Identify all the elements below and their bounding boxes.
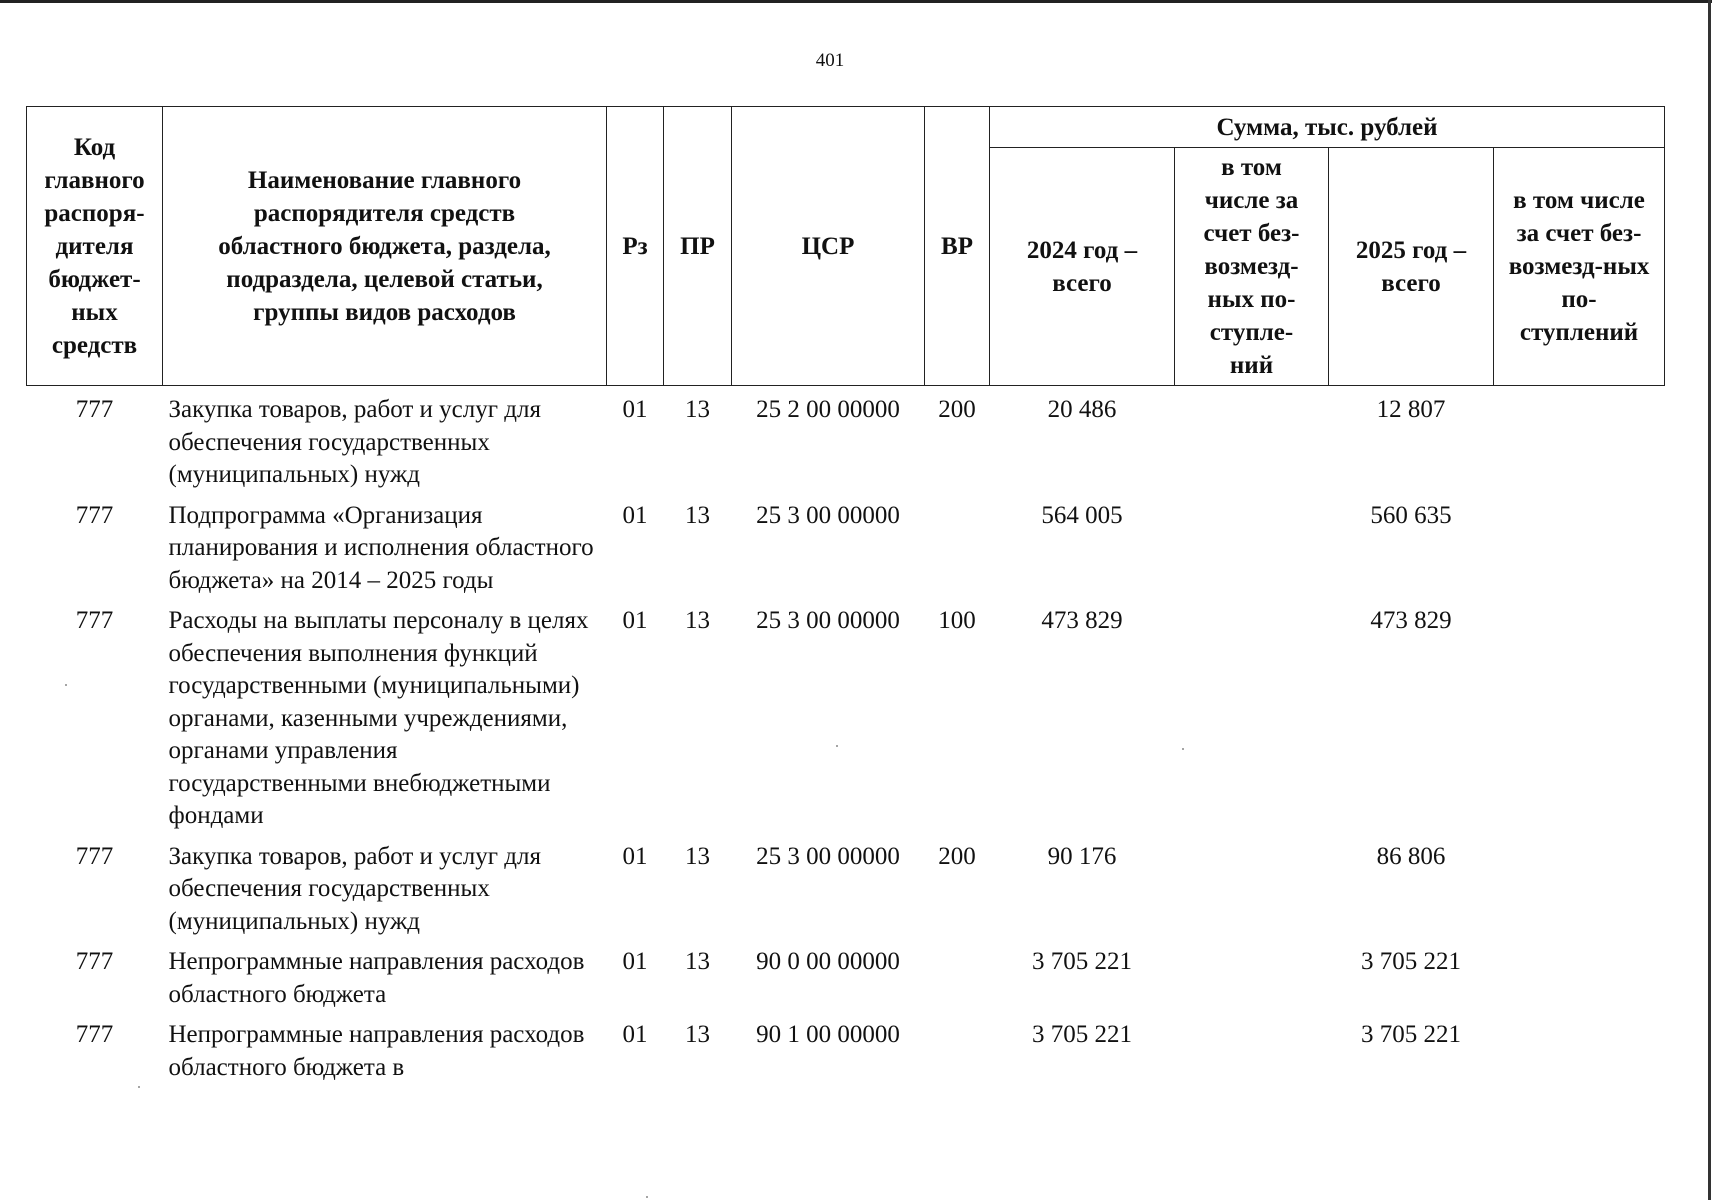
cell-incl-2025 bbox=[1494, 492, 1665, 598]
table-row bbox=[27, 1011, 1665, 1084]
table-row bbox=[27, 833, 1665, 939]
cell-csr: 25 2 00 00000 bbox=[756, 396, 900, 423]
cell-total-2025: 560 635 bbox=[1370, 501, 1452, 529]
cell-total-2024: 564 005 bbox=[1041, 501, 1123, 529]
cell-total-2024: 90 176 bbox=[1047, 842, 1117, 870]
header-name: Наименование главного распорядителя средств областного бюджета, раздела, подраздела, целевой статьи, группы видов расходов bbox=[163, 107, 607, 386]
table-row bbox=[27, 938, 1665, 1011]
cell-incl-2025 bbox=[1494, 833, 1665, 939]
cell-code: 777 bbox=[75, 842, 114, 870]
cell-rz: 01 bbox=[622, 607, 648, 634]
cell-vr: 200 bbox=[938, 396, 976, 423]
cell-rz: 01 bbox=[622, 1021, 648, 1048]
cell-code: 777 bbox=[75, 396, 114, 423]
cell-code: 777 bbox=[75, 501, 114, 529]
cell-rz: 01 bbox=[622, 948, 648, 975]
cell-incl-2025 bbox=[1494, 386, 1665, 492]
header-rz: Рз bbox=[607, 107, 664, 386]
header-incl-2024: в том числе за счет без-возмезд-ных по-ступле-ний bbox=[1175, 148, 1329, 386]
cell-name: Непрограммные направления расходов областного бюджета в bbox=[168, 1021, 585, 1081]
cell-incl-2024 bbox=[1175, 492, 1329, 598]
cell-total-2024: 473 829 bbox=[1041, 607, 1123, 634]
cell-total-2025: 86 806 bbox=[1376, 842, 1446, 870]
scan-speck bbox=[836, 745, 838, 747]
scan-speck bbox=[138, 1086, 140, 1088]
cell-incl-2024 bbox=[1175, 597, 1329, 833]
cell-name: Закупка товаров, работ и услуг для обеспечения государственных (муниципальных) нужд bbox=[168, 842, 541, 935]
cell-code: 777 bbox=[75, 948, 114, 975]
table-row bbox=[27, 492, 1665, 598]
cell-incl-2024 bbox=[1175, 1011, 1329, 1084]
cell-vr: 200 bbox=[938, 842, 976, 870]
table-row bbox=[27, 597, 1665, 833]
cell-vr bbox=[925, 938, 990, 1011]
cell-total-2024: 3 705 221 bbox=[1032, 1021, 1132, 1048]
cell-total-2025: 3 705 221 bbox=[1361, 948, 1461, 975]
page-right-rule bbox=[1708, 0, 1711, 1200]
header-pr: ПР bbox=[664, 107, 732, 386]
cell-code: 777 bbox=[75, 1021, 114, 1048]
cell-code: 777 bbox=[75, 607, 114, 634]
cell-csr: 25 3 00 00000 bbox=[756, 501, 900, 529]
cell-pr: 13 bbox=[685, 842, 710, 870]
header-incl-2025: в том числе за счет без-возмезд-ных по-ступлений bbox=[1494, 148, 1665, 386]
header-sum-group: Сумма, тыс. рублей bbox=[990, 107, 1665, 148]
cell-name: Непрограммные направления расходов областного бюджета bbox=[168, 948, 585, 1008]
cell-csr: 90 0 00 00000 bbox=[756, 948, 900, 975]
cell-pr: 13 bbox=[685, 607, 710, 634]
header-total-2024: 2024 год – всего bbox=[990, 148, 1175, 386]
cell-total-2025: 3 705 221 bbox=[1361, 1021, 1461, 1048]
header-csr: ЦСР bbox=[732, 107, 925, 386]
scan-speck bbox=[1182, 748, 1184, 750]
cell-rz: 01 bbox=[622, 501, 648, 529]
cell-name: Подпрограмма «Организация планирования и исполнения областного бюджета» на 2014 – 2025 годы bbox=[168, 501, 594, 594]
cell-pr: 13 bbox=[685, 396, 710, 423]
cell-total-2024: 3 705 221 bbox=[1032, 948, 1132, 975]
table-header bbox=[27, 107, 1665, 386]
cell-incl-2024 bbox=[1175, 938, 1329, 1011]
header-total-2025: 2025 год – всего bbox=[1329, 148, 1494, 386]
cell-rz: 01 bbox=[622, 396, 648, 423]
cell-total-2024: 20 486 bbox=[1047, 396, 1117, 423]
cell-vr bbox=[925, 1011, 990, 1084]
cell-vr bbox=[925, 492, 990, 598]
header-code: Код главного распоря-дителя бюджет-ных средств bbox=[27, 107, 163, 386]
scan-speck bbox=[65, 684, 67, 686]
table-row bbox=[27, 386, 1665, 492]
cell-incl-2024 bbox=[1175, 833, 1329, 939]
cell-csr: 25 3 00 00000 bbox=[756, 607, 900, 634]
cell-incl-2025 bbox=[1494, 938, 1665, 1011]
cell-vr: 100 bbox=[938, 607, 976, 634]
budget-table bbox=[26, 106, 1665, 1084]
cell-name: Закупка товаров, работ и услуг для обеспечения государственных (муниципальных) нужд bbox=[168, 396, 541, 488]
header-vr: ВР bbox=[925, 107, 990, 386]
cell-rz: 01 bbox=[622, 842, 648, 870]
cell-total-2025: 12 807 bbox=[1376, 396, 1446, 423]
page-number: 401 bbox=[815, 50, 845, 71]
page-top-rule bbox=[0, 0, 1712, 3]
cell-pr: 13 bbox=[685, 501, 710, 529]
cell-csr: 25 3 00 00000 bbox=[756, 842, 900, 870]
cell-pr: 13 bbox=[685, 948, 710, 975]
table-body bbox=[27, 386, 1665, 1085]
cell-total-2025: 473 829 bbox=[1370, 607, 1452, 634]
cell-incl-2025 bbox=[1494, 1011, 1665, 1084]
cell-name: Расходы на выплаты персоналу в целях обеспечения выполнения функций государственными (муниципальными) органами, казенными учреждениями, органами управления государственными внебюджетными фондами bbox=[168, 607, 589, 829]
scan-speck bbox=[646, 1196, 648, 1198]
cell-incl-2025 bbox=[1494, 597, 1665, 833]
cell-csr: 90 1 00 00000 bbox=[756, 1021, 900, 1048]
cell-incl-2024 bbox=[1175, 386, 1329, 492]
cell-pr: 13 bbox=[685, 1021, 710, 1048]
